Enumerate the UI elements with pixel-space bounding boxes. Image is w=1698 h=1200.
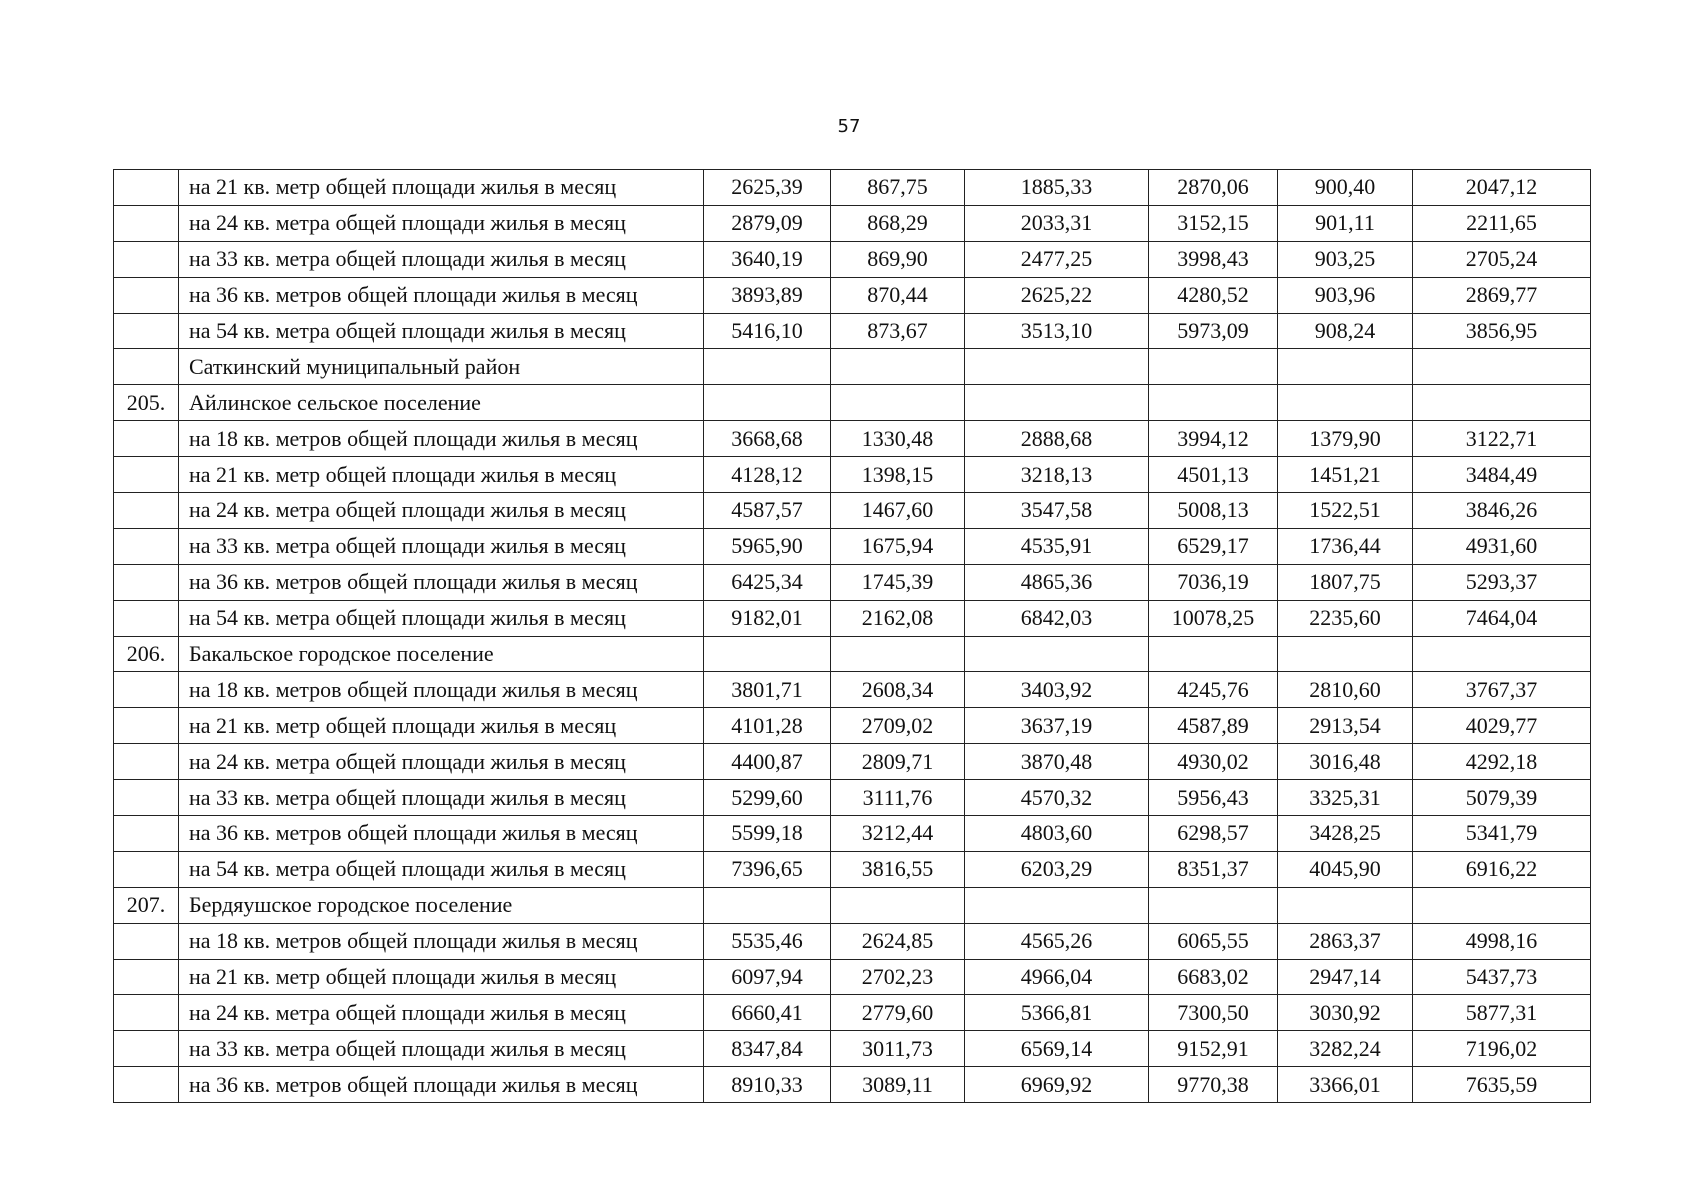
row-name-cell: Айлинское сельское поселение (179, 385, 704, 421)
value-cell-3: 4966,04 (965, 959, 1149, 995)
value-cell-6: 2211,65 (1413, 205, 1591, 241)
value-cell-3: 4865,36 (965, 564, 1149, 600)
value-cell-1: 4400,87 (704, 744, 831, 780)
row-name-cell: на 36 кв. метров общей площади жилья в месяц (179, 277, 704, 313)
value-cell-4: 2870,06 (1149, 170, 1278, 206)
value-cell-5: 2947,14 (1278, 959, 1413, 995)
value-cell-2: 3089,11 (831, 1067, 965, 1103)
row-name-cell: на 18 кв. метров общей площади жилья в месяц (179, 672, 704, 708)
value-cell-2: 1398,15 (831, 457, 965, 493)
row-number-cell (114, 923, 179, 959)
value-cell-1: 6425,34 (704, 564, 831, 600)
value-cell-5: 1807,75 (1278, 564, 1413, 600)
table-row (114, 600, 1591, 636)
row-name-cell: на 24 кв. метра общей площади жилья в месяц (179, 493, 704, 529)
row-name-cell: на 36 кв. метров общей площади жилья в месяц (179, 564, 704, 600)
value-cell-3: 2625,22 (965, 277, 1149, 313)
value-cell-5: 903,25 (1278, 241, 1413, 277)
value-cell-3: 3547,58 (965, 493, 1149, 529)
value-cell-2: 2709,02 (831, 708, 965, 744)
value-cell-5: 2863,37 (1278, 923, 1413, 959)
value-cell-2: 2809,71 (831, 744, 965, 780)
value-cell-5: 903,96 (1278, 277, 1413, 313)
row-number-cell (114, 313, 179, 349)
value-cell-1: 8910,33 (704, 1067, 831, 1103)
value-cell-6 (1413, 385, 1591, 421)
value-cell-4 (1149, 887, 1278, 923)
value-cell-2: 2608,34 (831, 672, 965, 708)
row-number-cell (114, 528, 179, 564)
value-cell-6: 4931,60 (1413, 528, 1591, 564)
value-cell-1: 8347,84 (704, 1031, 831, 1067)
value-cell-5: 3282,24 (1278, 1031, 1413, 1067)
row-number-cell (114, 170, 179, 206)
value-cell-5: 2810,60 (1278, 672, 1413, 708)
value-cell-5: 2913,54 (1278, 708, 1413, 744)
row-name-cell: на 54 кв. метра общей площади жилья в месяц (179, 313, 704, 349)
row-name-cell: на 21 кв. метр общей площади жилья в месяц (179, 170, 704, 206)
table-row (114, 277, 1591, 313)
value-cell-3 (965, 887, 1149, 923)
value-cell-1: 5416,10 (704, 313, 831, 349)
value-cell-4: 10078,25 (1149, 600, 1278, 636)
value-cell-1: 9182,01 (704, 600, 831, 636)
value-cell-1: 7396,65 (704, 851, 831, 887)
value-cell-4: 5973,09 (1149, 313, 1278, 349)
value-cell-4: 5956,43 (1149, 780, 1278, 816)
value-cell-6: 5079,39 (1413, 780, 1591, 816)
value-cell-3: 2888,68 (965, 421, 1149, 457)
value-cell-3: 6569,14 (965, 1031, 1149, 1067)
table-row (114, 887, 1591, 923)
value-cell-4: 6065,55 (1149, 923, 1278, 959)
value-cell-1: 5299,60 (704, 780, 831, 816)
row-name-cell: на 24 кв. метра общей площади жилья в месяц (179, 995, 704, 1031)
value-cell-3: 4565,26 (965, 923, 1149, 959)
value-cell-6: 5437,73 (1413, 959, 1591, 995)
value-cell-1: 3640,19 (704, 241, 831, 277)
table-row (114, 780, 1591, 816)
table-row (114, 457, 1591, 493)
value-cell-5: 1451,21 (1278, 457, 1413, 493)
value-cell-5: 1736,44 (1278, 528, 1413, 564)
value-cell-2: 2702,23 (831, 959, 965, 995)
row-number-cell (114, 672, 179, 708)
value-cell-6: 3856,95 (1413, 313, 1591, 349)
value-cell-2: 2779,60 (831, 995, 965, 1031)
value-cell-3: 4535,91 (965, 528, 1149, 564)
value-cell-5: 2235,60 (1278, 600, 1413, 636)
value-cell-3: 3403,92 (965, 672, 1149, 708)
table-row (114, 385, 1591, 421)
table-row (114, 313, 1591, 349)
row-name-cell: Бердяушское городское поселение (179, 887, 704, 923)
row-name-cell: на 18 кв. метров общей площади жилья в месяц (179, 421, 704, 457)
row-name-cell: на 21 кв. метр общей площади жилья в месяц (179, 457, 704, 493)
value-cell-2: 1675,94 (831, 528, 965, 564)
value-cell-1: 3668,68 (704, 421, 831, 457)
row-name-cell: на 36 кв. метров общей площади жилья в месяц (179, 1067, 704, 1103)
value-cell-2: 1745,39 (831, 564, 965, 600)
value-cell-1: 3893,89 (704, 277, 831, 313)
value-cell-1: 5535,46 (704, 923, 831, 959)
value-cell-6: 5877,31 (1413, 995, 1591, 1031)
row-name-cell: на 21 кв. метр общей площади жилья в месяц (179, 959, 704, 995)
row-number-cell: 207. (114, 887, 179, 923)
value-cell-2: 2624,85 (831, 923, 965, 959)
row-number-cell (114, 1031, 179, 1067)
value-cell-2: 870,44 (831, 277, 965, 313)
table-row (114, 851, 1591, 887)
table-row (114, 1067, 1591, 1103)
table-row (114, 672, 1591, 708)
row-name-cell: Саткинский муниципальный район (179, 349, 704, 385)
value-cell-3: 4803,60 (965, 816, 1149, 852)
value-cell-6: 2047,12 (1413, 170, 1591, 206)
value-cell-4: 4245,76 (1149, 672, 1278, 708)
row-name-cell: на 36 кв. метров общей площади жилья в месяц (179, 816, 704, 852)
table-row (114, 421, 1591, 457)
row-number-cell (114, 277, 179, 313)
value-cell-4: 4587,89 (1149, 708, 1278, 744)
row-number-cell: 206. (114, 636, 179, 672)
value-cell-1: 3801,71 (704, 672, 831, 708)
row-number-cell (114, 349, 179, 385)
value-cell-5: 3325,31 (1278, 780, 1413, 816)
value-cell-1 (704, 349, 831, 385)
value-cell-6: 4998,16 (1413, 923, 1591, 959)
value-cell-1: 6660,41 (704, 995, 831, 1031)
value-cell-5 (1278, 385, 1413, 421)
row-name-cell: на 24 кв. метра общей площади жилья в месяц (179, 744, 704, 780)
value-cell-4: 3152,15 (1149, 205, 1278, 241)
value-cell-6: 2869,77 (1413, 277, 1591, 313)
value-cell-5: 1522,51 (1278, 493, 1413, 529)
value-cell-6: 7635,59 (1413, 1067, 1591, 1103)
table-row (114, 923, 1591, 959)
value-cell-4: 3994,12 (1149, 421, 1278, 457)
value-cell-6: 3484,49 (1413, 457, 1591, 493)
row-name-cell: на 18 кв. метров общей площади жилья в месяц (179, 923, 704, 959)
value-cell-2: 1467,60 (831, 493, 965, 529)
value-cell-3: 2033,31 (965, 205, 1149, 241)
table-row (114, 349, 1591, 385)
value-cell-1: 4587,57 (704, 493, 831, 529)
row-name-cell: на 21 кв. метр общей площади жилья в месяц (179, 708, 704, 744)
tariff-table (113, 169, 1591, 1103)
value-cell-4: 9152,91 (1149, 1031, 1278, 1067)
value-cell-6: 3122,71 (1413, 421, 1591, 457)
value-cell-1: 2879,09 (704, 205, 831, 241)
row-number-cell (114, 457, 179, 493)
value-cell-2: 873,67 (831, 313, 965, 349)
row-name-cell: Бакальское городское поселение (179, 636, 704, 672)
table-row (114, 636, 1591, 672)
value-cell-2: 3011,73 (831, 1031, 965, 1067)
value-cell-5: 908,24 (1278, 313, 1413, 349)
value-cell-2: 867,75 (831, 170, 965, 206)
value-cell-2: 869,90 (831, 241, 965, 277)
table-body (114, 170, 1591, 1103)
value-cell-6 (1413, 349, 1591, 385)
value-cell-3: 2477,25 (965, 241, 1149, 277)
value-cell-5: 901,11 (1278, 205, 1413, 241)
table-row (114, 170, 1591, 206)
value-cell-4: 7036,19 (1149, 564, 1278, 600)
table-row (114, 241, 1591, 277)
row-number-cell (114, 1067, 179, 1103)
table-row (114, 959, 1591, 995)
value-cell-1: 5965,90 (704, 528, 831, 564)
row-name-cell: на 54 кв. метра общей площади жилья в месяц (179, 851, 704, 887)
value-cell-3: 3513,10 (965, 313, 1149, 349)
value-cell-6: 6916,22 (1413, 851, 1591, 887)
value-cell-4 (1149, 349, 1278, 385)
value-cell-1 (704, 636, 831, 672)
value-cell-6: 4292,18 (1413, 744, 1591, 780)
value-cell-3: 3218,13 (965, 457, 1149, 493)
row-number-cell (114, 564, 179, 600)
row-number-cell (114, 600, 179, 636)
value-cell-1 (704, 887, 831, 923)
row-number-cell (114, 959, 179, 995)
row-number-cell (114, 744, 179, 780)
row-name-cell: на 24 кв. метра общей площади жилья в месяц (179, 205, 704, 241)
value-cell-3: 4570,32 (965, 780, 1149, 816)
value-cell-6: 7464,04 (1413, 600, 1591, 636)
value-cell-2 (831, 887, 965, 923)
value-cell-3 (965, 349, 1149, 385)
value-cell-6: 2705,24 (1413, 241, 1591, 277)
table-row (114, 995, 1591, 1031)
value-cell-4: 6298,57 (1149, 816, 1278, 852)
value-cell-2: 3212,44 (831, 816, 965, 852)
row-number-cell (114, 995, 179, 1031)
table-row (114, 493, 1591, 529)
value-cell-4: 6683,02 (1149, 959, 1278, 995)
row-number-cell (114, 241, 179, 277)
value-cell-6 (1413, 887, 1591, 923)
value-cell-6: 5341,79 (1413, 816, 1591, 852)
value-cell-4: 9770,38 (1149, 1067, 1278, 1103)
table-row (114, 564, 1591, 600)
value-cell-5: 3016,48 (1278, 744, 1413, 780)
value-cell-2 (831, 636, 965, 672)
value-cell-5: 3428,25 (1278, 816, 1413, 852)
value-cell-2 (831, 385, 965, 421)
row-name-cell: на 54 кв. метра общей площади жилья в месяц (179, 600, 704, 636)
value-cell-3: 6203,29 (965, 851, 1149, 887)
value-cell-2: 1330,48 (831, 421, 965, 457)
table-row (114, 816, 1591, 852)
value-cell-5: 900,40 (1278, 170, 1413, 206)
value-cell-6: 4029,77 (1413, 708, 1591, 744)
value-cell-4: 4280,52 (1149, 277, 1278, 313)
row-name-cell: на 33 кв. метра общей площади жилья в месяц (179, 1031, 704, 1067)
row-number-cell: 205. (114, 385, 179, 421)
row-number-cell (114, 816, 179, 852)
table-row (114, 205, 1591, 241)
value-cell-1: 4101,28 (704, 708, 831, 744)
value-cell-6: 5293,37 (1413, 564, 1591, 600)
value-cell-5: 3030,92 (1278, 995, 1413, 1031)
value-cell-3: 3637,19 (965, 708, 1149, 744)
value-cell-5: 4045,90 (1278, 851, 1413, 887)
value-cell-3 (965, 636, 1149, 672)
value-cell-1: 5599,18 (704, 816, 831, 852)
value-cell-4 (1149, 385, 1278, 421)
value-cell-2: 2162,08 (831, 600, 965, 636)
value-cell-5 (1278, 887, 1413, 923)
value-cell-2: 3816,55 (831, 851, 965, 887)
row-number-cell (114, 708, 179, 744)
table-row (114, 528, 1591, 564)
page-number: 57 (837, 116, 861, 137)
value-cell-4 (1149, 636, 1278, 672)
row-number-cell (114, 780, 179, 816)
row-number-cell (114, 205, 179, 241)
table-row (114, 708, 1591, 744)
table-row (114, 744, 1591, 780)
value-cell-5: 3366,01 (1278, 1067, 1413, 1103)
value-cell-4: 4501,13 (1149, 457, 1278, 493)
value-cell-5 (1278, 349, 1413, 385)
value-cell-3 (965, 385, 1149, 421)
row-name-cell: на 33 кв. метра общей площади жилья в месяц (179, 780, 704, 816)
value-cell-1: 4128,12 (704, 457, 831, 493)
value-cell-6 (1413, 636, 1591, 672)
value-cell-2 (831, 349, 965, 385)
value-cell-4: 6529,17 (1149, 528, 1278, 564)
value-cell-5: 1379,90 (1278, 421, 1413, 457)
value-cell-3: 3870,48 (965, 744, 1149, 780)
value-cell-2: 868,29 (831, 205, 965, 241)
value-cell-4: 4930,02 (1149, 744, 1278, 780)
value-cell-3: 5366,81 (965, 995, 1149, 1031)
value-cell-3: 6842,03 (965, 600, 1149, 636)
value-cell-3: 6969,92 (965, 1067, 1149, 1103)
row-name-cell: на 33 кв. метра общей площади жилья в месяц (179, 241, 704, 277)
value-cell-1: 2625,39 (704, 170, 831, 206)
value-cell-1: 6097,94 (704, 959, 831, 995)
value-cell-3: 1885,33 (965, 170, 1149, 206)
value-cell-1 (704, 385, 831, 421)
value-cell-6: 3846,26 (1413, 493, 1591, 529)
row-name-cell: на 33 кв. метра общей площади жилья в месяц (179, 528, 704, 564)
row-number-cell (114, 851, 179, 887)
value-cell-4: 3998,43 (1149, 241, 1278, 277)
value-cell-5 (1278, 636, 1413, 672)
value-cell-4: 7300,50 (1149, 995, 1278, 1031)
row-number-cell (114, 421, 179, 457)
value-cell-6: 7196,02 (1413, 1031, 1591, 1067)
value-cell-6: 3767,37 (1413, 672, 1591, 708)
value-cell-4: 8351,37 (1149, 851, 1278, 887)
value-cell-2: 3111,76 (831, 780, 965, 816)
row-number-cell (114, 493, 179, 529)
table-row (114, 1031, 1591, 1067)
value-cell-4: 5008,13 (1149, 493, 1278, 529)
